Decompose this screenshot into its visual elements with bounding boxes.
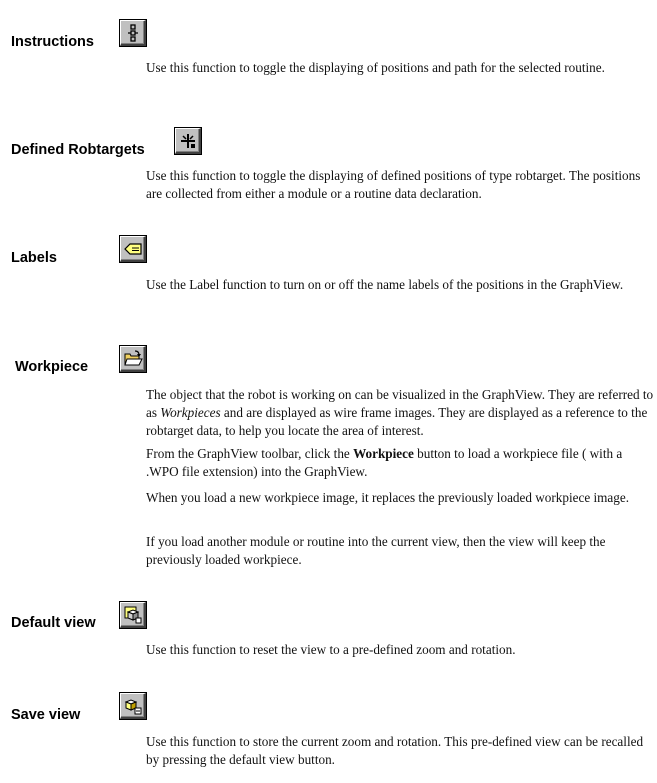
workpiece-paragraph-2-end: button to load a workpiece file ( with a .WPO file extension) into the GraphView. [146, 446, 623, 479]
workpiece-paragraph-1 [146, 386, 656, 440]
open-folder-icon[interactable] [120, 346, 146, 372]
workpiece-paragraph-4: If you load another module or routine into the current view, then the view will keep the previously loaded workpiece. [146, 534, 606, 567]
labels-heading: Labels [11, 250, 57, 266]
workpiece-paragraph-3: When you load a new workpiece image, it replaces the previously loaded workpiece image. [146, 490, 629, 505]
workpiece-paragraph-1-start: The object that the robot is working on can be visualized in the GraphView. They are referred to as [146, 387, 654, 420]
workpiece-paragraph-1-end: and are displayed as wire frame images. They are displayed as a reference to the robtarget data, to help you locate the area of interest. [146, 405, 648, 438]
workpiece-heading: Workpiece [15, 359, 89, 375]
default-view-icon[interactable] [120, 602, 146, 628]
default-view-description: Use this function to reset the view to a pre-defined zoom and rotation. [146, 642, 516, 657]
workpiece-paragraph-2 [146, 445, 656, 481]
instructions-description: Use this function to toggle the displaying of positions and path for the selected routine. [146, 60, 605, 75]
save-view-description: Use this function to store the current zoom and rotation. This pre-defined view can be recalled by pressing the default view button. [146, 734, 644, 767]
robtargets-heading: Defined Robtargets [11, 142, 145, 158]
robtargets-description: Use this function to toggle the displaying of defined positions of type robtarget. The positions are collected from either a module or a routine data declaration. [146, 168, 641, 201]
workpiece-button-term: Workpiece [353, 446, 414, 461]
save-view-heading: Save view [11, 707, 81, 723]
labels-description: Use the Label function to turn on or off the name labels of the positions in the GraphView. [146, 277, 624, 292]
instructions-icon[interactable] [120, 20, 146, 46]
label-icon[interactable] [120, 236, 146, 262]
default-view-heading: Default view [11, 615, 96, 631]
save-view-icon[interactable] [120, 693, 146, 719]
workpieces-term: Workpieces [160, 405, 221, 420]
workpiece-paragraph-2-start: From the GraphView toolbar, click the [146, 446, 354, 461]
instructions-heading: Instructions [11, 34, 94, 50]
robtargets-icon[interactable] [175, 128, 201, 154]
